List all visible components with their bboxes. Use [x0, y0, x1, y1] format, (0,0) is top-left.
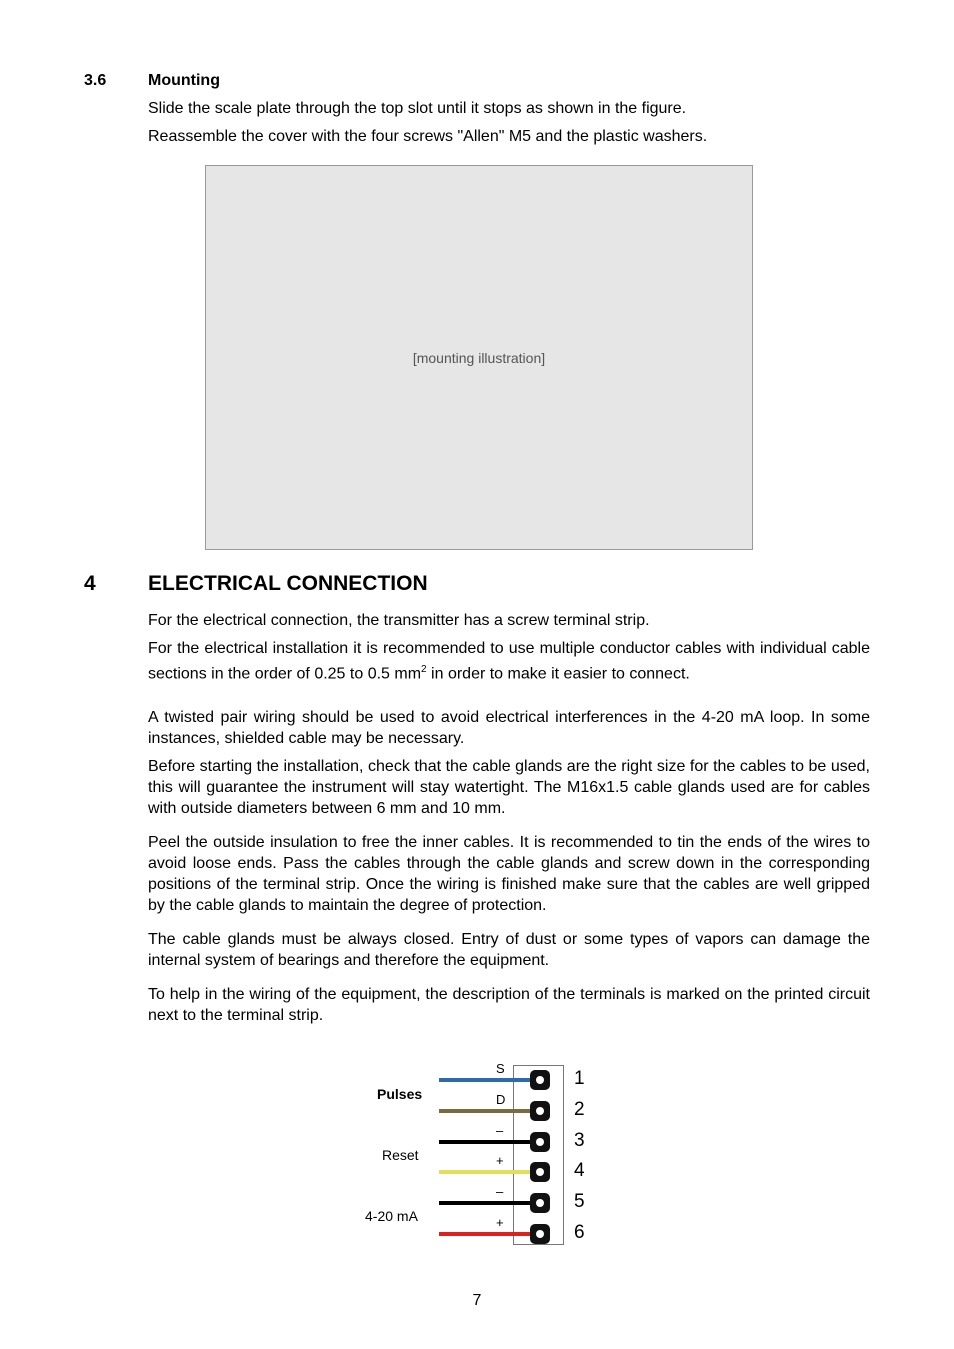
electrical-paragraph-3: A twisted pair wiring should be used to avoid electrical interferences in the 4-20 mA loop. In some instances, shielded cable may be necessary.	[148, 709, 870, 747]
reset-label: Reset	[382, 1147, 419, 1163]
loop-label: 4-20 mA	[365, 1208, 418, 1224]
electrical-paragraph-2-end: in order to make it easier to connect.	[426, 665, 690, 683]
chapter-title: ELECTRICAL CONNECTION	[148, 572, 428, 595]
pulses-label: Pulses	[377, 1086, 423, 1102]
mounting-paragraph-1: Slide the scale plate through the top slot until it stops as shown in the figure.	[148, 100, 687, 117]
mounting-figure	[205, 165, 753, 550]
electrical-paragraph-4: Before starting the installation, check that the cable glands are the right size for the cables to be used, this will guarantee the instrument will stay watertight. The M16x1.5 cable glands used are for cables with outside diameters between 6 mm and 10 mm.	[148, 758, 870, 817]
terminal-number: 3	[574, 1129, 585, 1151]
terminal-screw-icon	[530, 1101, 550, 1121]
mounting-figure-label: [mounting illustration]	[412, 349, 546, 366]
wire-sign-label: +	[496, 1153, 504, 1169]
wire-line	[439, 1201, 532, 1205]
terminal-strip	[513, 1065, 564, 1245]
wire-sign-label: S	[496, 1061, 505, 1076]
chapter-number: 4	[84, 572, 96, 595]
terminal-number: 4	[574, 1160, 585, 1182]
wire-sign-label: –	[496, 1184, 504, 1200]
terminal-screw-icon	[530, 1132, 550, 1152]
wiring-diagram	[350, 1055, 610, 1255]
terminal-number: 5	[574, 1191, 585, 1213]
wire-line	[439, 1232, 532, 1236]
wire-line	[439, 1140, 532, 1144]
wire-sign-label: –	[496, 1122, 504, 1138]
electrical-paragraph-1: For the electrical connection, the transmitter has a screw terminal strip.	[148, 612, 650, 629]
terminal-screw-icon	[530, 1162, 550, 1182]
electrical-paragraph-2-text: For the electrical installation it is recommended to use multiple conductor cables with individual cable sections in the order of 0.25 to 0.5 mm	[148, 640, 870, 683]
wire-sign-label: D	[496, 1091, 506, 1107]
wire-line	[439, 1170, 532, 1174]
wire-sign-label: +	[496, 1215, 504, 1230]
superscript-2: 2	[421, 664, 427, 675]
terminal-screw-icon	[530, 1070, 550, 1090]
mounting-paragraph-2: Reassemble the cover with the four screws "Allen" M5 and the plastic washers.	[148, 128, 708, 145]
wire-line	[439, 1078, 532, 1082]
electrical-paragraph-7: To help in the wiring of the equipment, the description of the terminals is marked on the printed circuit next to the terminal strip.	[148, 986, 870, 1024]
electrical-paragraph-6: The cable glands must be always closed. Entry of dust or some types of vapors can damage the internal system of bearings and therefore the equipment.	[148, 931, 870, 969]
terminal-number: 6	[574, 1222, 585, 1243]
terminal-screw-icon	[530, 1224, 550, 1244]
page-number: 7	[472, 1292, 482, 1309]
terminal-screw-icon	[530, 1193, 550, 1213]
section-title: Mounting	[148, 72, 220, 89]
terminal-number: 1	[574, 1068, 585, 1089]
terminal-number: 2	[574, 1098, 585, 1120]
electrical-paragraph-2	[148, 638, 870, 684]
section-number: 3.6	[84, 72, 107, 89]
electrical-paragraph-5: Peel the outside insulation to free the inner cables. It is recommended to tin the ends of the wires to avoid loose ends. Pass the cables through the cable glands and screw down in the corresponding positions of the terminal strip. Once the wiring is finished make sure that the cables are well gripped by the cable glands to maintain the degree of protection.	[148, 834, 870, 914]
wire-line	[439, 1109, 532, 1113]
